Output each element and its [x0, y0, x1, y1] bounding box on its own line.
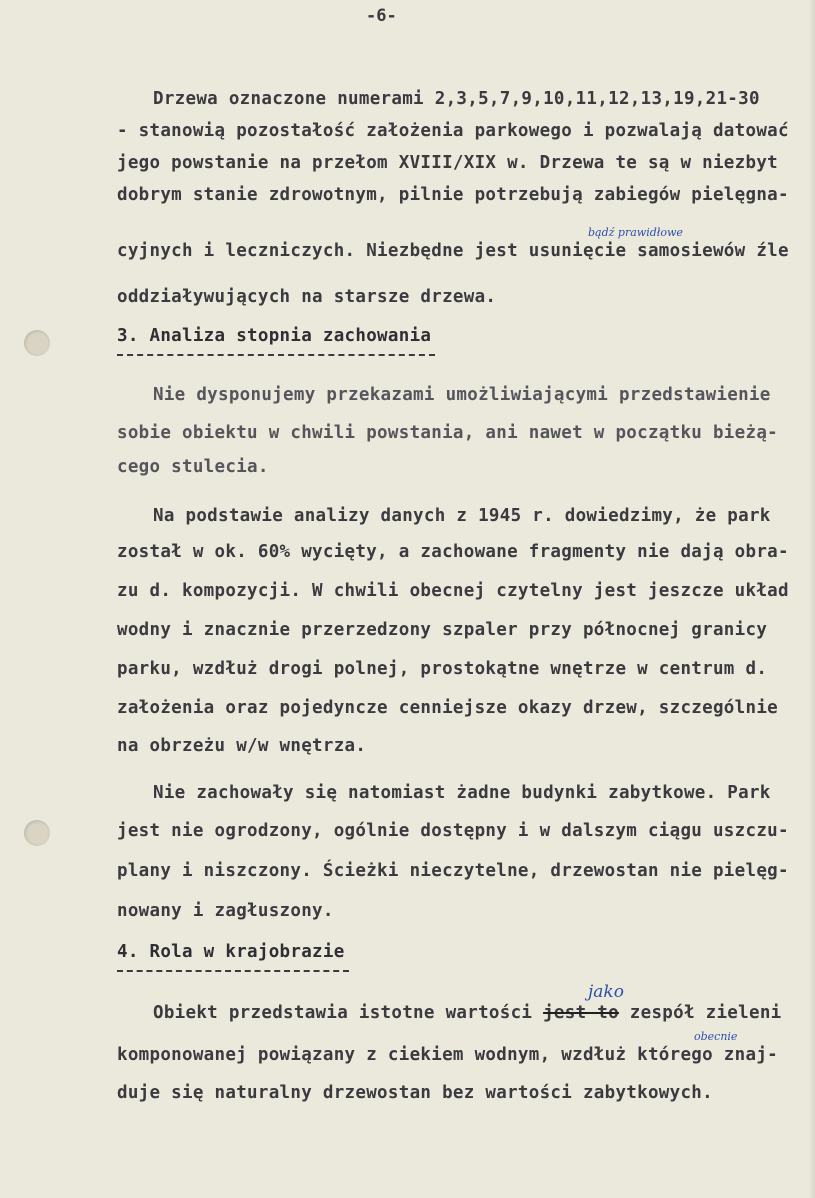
text-line: duje się naturalny drzewostan bez wartości zabytkowych. [117, 1083, 713, 1103]
text-line: wodny i znacznie przerzedzony szpaler przy północnej granicy [117, 620, 768, 640]
handwritten-annotation: jako [588, 982, 624, 1002]
line-text-end: zespół zieleni [618, 1003, 782, 1023]
text-line: - stanowią pozostałość założenia parkowego i pozwalają datować [117, 121, 789, 141]
text-line: komponowanej powiązany z ciekiem wodnym, wzdłuż którego znaj- [117, 1045, 778, 1065]
text-line: plany i niszczony. Ścieżki nieczytelne, drzewostan nie pielęg- [117, 861, 789, 881]
text-line: na obrzeżu w/w wnętrza. [117, 736, 367, 756]
handwritten-annotation: bądź prawidłowe [588, 226, 683, 239]
heading-underline [117, 354, 435, 356]
text-line: Nie zachowały się natomiast żadne budynki zabytkowe. Park [153, 783, 771, 803]
section-heading: 3. Analiza stopnia zachowania [117, 326, 432, 346]
text-line: cyjnych i leczniczych. Niezbędne jest usunięcie samosiewów źle [117, 241, 789, 261]
text-line: Na podstawie analizy danych z 1945 r. dowiedzimy, że park [153, 506, 771, 526]
struck-text: jest to [543, 1003, 619, 1023]
line-text-start: Obiekt przedstawia istotne wartości [153, 1003, 544, 1023]
punch-hole [24, 820, 50, 846]
page-number: -6- [366, 6, 397, 26]
text-line: zu d. kompozycji. W chwili obecnej czytelny jest jeszcze układ [117, 581, 789, 601]
text-line: Nie dysponujemy przekazami umożliwiającymi przedstawienie [153, 385, 771, 405]
text-line: dobrym stanie zdrowotnym, pilnie potrzebują zabiegów pielęgna- [117, 185, 789, 205]
text-line: jest nie ogrodzony, ogólnie dostępny i w dalszym ciągu uszczu- [117, 821, 789, 841]
text-line: Drzewa oznaczone numerami 2,3,5,7,9,10,11,12,13,19,21-30 [153, 89, 760, 109]
section-heading: 4. Rola w krajobrazie [117, 942, 345, 962]
heading-underline [117, 970, 349, 972]
text-line: założenia oraz pojedyncze cenniejsze okazy drzew, szczególnie [117, 698, 778, 718]
text-line: jego powstanie na przełom XVIII/XIX w. Drzewa te są w niezbyt [117, 153, 778, 173]
page-edge-shadow [809, 0, 815, 1198]
text-line: cego stulecia. [117, 457, 269, 477]
text-line [153, 1002, 782, 1024]
text-line: oddziaływujących na starsze drzewa. [117, 287, 497, 307]
text-line: sobie obiektu w chwili powstania, ani nawet w początku bieżą- [117, 423, 778, 443]
handwritten-annotation: obecnie [694, 1030, 738, 1043]
text-line: został w ok. 60% wycięty, a zachowane fragmenty nie dają obra- [117, 542, 789, 562]
text-line: nowany i zagłuszony. [117, 901, 334, 921]
text-line: parku, wzdłuż drogi polnej, prostokątne wnętrze w centrum d. [117, 659, 768, 679]
punch-hole [24, 330, 50, 356]
